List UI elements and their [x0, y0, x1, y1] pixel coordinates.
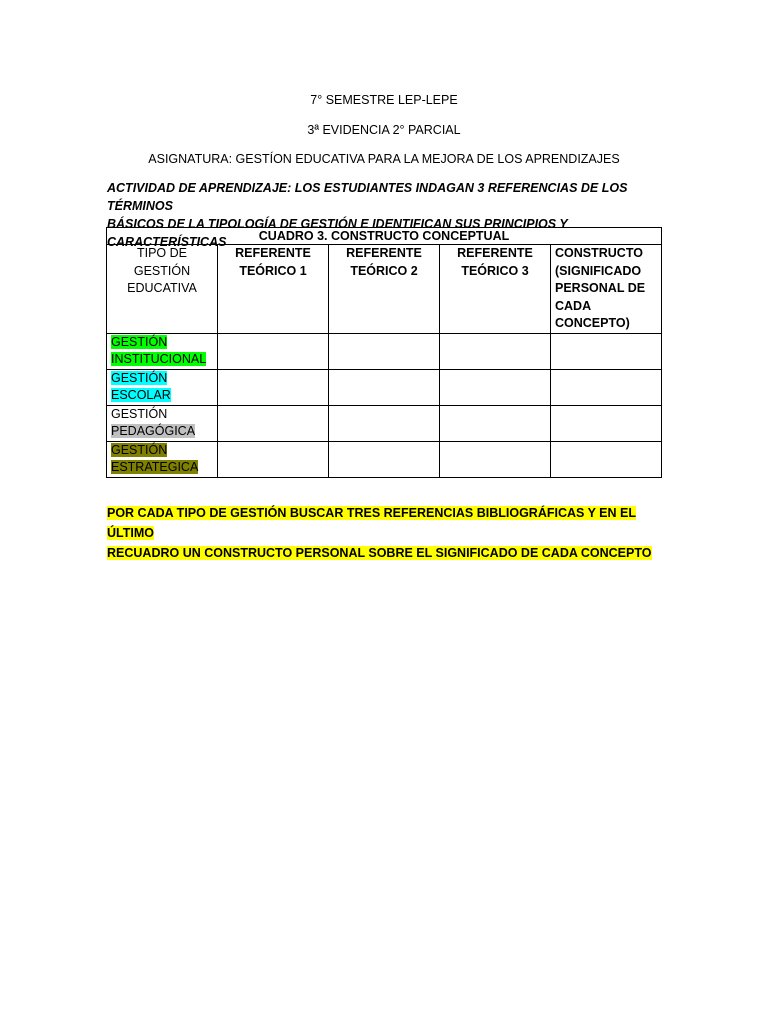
row-label-line: GESTIÓN — [111, 442, 168, 457]
empty-cell[interactable] — [329, 333, 440, 369]
header-constructo-line: CONSTRUCTO — [555, 246, 643, 260]
empty-cell[interactable] — [218, 405, 329, 441]
row-label-line: ESTRATEGICA — [111, 460, 199, 474]
row-label-escolar — [107, 369, 218, 405]
activity-line-2: BÁSICOS DE LA TIPOLOGÍA DE GESTIÓN E IDENTIFICAN SUS PRINCIPIOS Y CARACTERÍSTICAS — [107, 217, 568, 249]
row-label-line: GESTIÓN — [111, 334, 168, 349]
row-label-line: INSTITUCIONAL — [111, 352, 207, 366]
table-title: CUADRO 3. CONSTRUCTO CONCEPTUAL — [107, 228, 662, 245]
empty-cell[interactable] — [329, 405, 440, 441]
instructions-note — [107, 503, 667, 563]
empty-cell[interactable] — [440, 405, 551, 441]
table-row — [107, 441, 662, 477]
semester-line: 7° SEMESTRE LEP-LEPE — [310, 93, 458, 107]
header-ref3-line: TEÓRICO 3 — [461, 263, 529, 278]
row-label-institucional — [107, 333, 218, 369]
empty-cell[interactable] — [551, 369, 662, 405]
header-ref1-line: TEÓRICO 1 — [239, 263, 307, 278]
table-title-row — [107, 228, 662, 245]
empty-cell[interactable] — [551, 333, 662, 369]
row-label-line: GESTIÓN — [111, 370, 168, 385]
header-constructo-line: CONCEPTO) — [555, 316, 630, 330]
empty-cell[interactable] — [440, 369, 551, 405]
empty-cell[interactable] — [551, 405, 662, 441]
header-referente-1 — [218, 245, 329, 334]
header-referente-3 — [440, 245, 551, 334]
empty-cell[interactable] — [329, 369, 440, 405]
evidence-line: 3ª EVIDENCIA 2° PARCIAL — [307, 123, 461, 137]
header-ref1-line: REFERENTE — [235, 246, 311, 260]
row-label-pedagogica — [107, 405, 218, 441]
table-header-row — [107, 245, 662, 334]
header-tipo-line: GESTIÓN — [133, 263, 191, 278]
empty-cell[interactable] — [218, 441, 329, 477]
row-label-line: GESTIÓN — [111, 406, 168, 421]
header-ref3-line: REFERENTE — [457, 246, 533, 260]
empty-cell[interactable] — [440, 333, 551, 369]
empty-cell[interactable] — [218, 369, 329, 405]
table-row — [107, 405, 662, 441]
table-row — [107, 369, 662, 405]
header-tipo — [107, 245, 218, 334]
table-row — [107, 333, 662, 369]
row-label-estrategica — [107, 441, 218, 477]
header-ref2-line: REFERENTE — [346, 246, 422, 260]
empty-cell[interactable] — [218, 333, 329, 369]
header-constructo-line: (SIGNIFICADO — [555, 263, 642, 278]
note-line-1: POR CADA TIPO DE GESTIÓN BUSCAR TRES REFERENCIAS BIBLIOGRÁFICAS Y EN EL ÚLTIMO — [107, 506, 636, 540]
row-label-line: ESCOLAR — [111, 388, 171, 402]
note-line-2: RECUADRO UN CONSTRUCTO PERSONAL SOBRE EL SIGNIFICADO DE CADA CONCEPTO — [107, 546, 652, 560]
header-tipo-line: TIPO DE — [136, 246, 187, 260]
constructo-table — [106, 227, 662, 478]
header-constructo-line: CADA — [555, 298, 592, 313]
row-label-line: PEDAGÓGICA — [111, 424, 196, 438]
header-constructo — [551, 245, 662, 334]
header-constructo-line: PERSONAL DE — [555, 281, 646, 295]
empty-cell[interactable] — [551, 441, 662, 477]
empty-cell[interactable] — [329, 441, 440, 477]
header-ref2-line: TEÓRICO 2 — [350, 263, 418, 278]
header-tipo-line: EDUCATIVA — [127, 281, 197, 295]
subject-line: ASIGNATURA: GESTÍON EDUCATIVA PARA LA MEJORA DE LOS APRENDIZAJES — [148, 152, 620, 166]
empty-cell[interactable] — [440, 441, 551, 477]
activity-line-1: ACTIVIDAD DE APRENDIZAJE: LOS ESTUDIANTES INDAGAN 3 REFERENCIAS DE LOS TÉRMINOS — [107, 181, 628, 213]
header-referente-2 — [329, 245, 440, 334]
